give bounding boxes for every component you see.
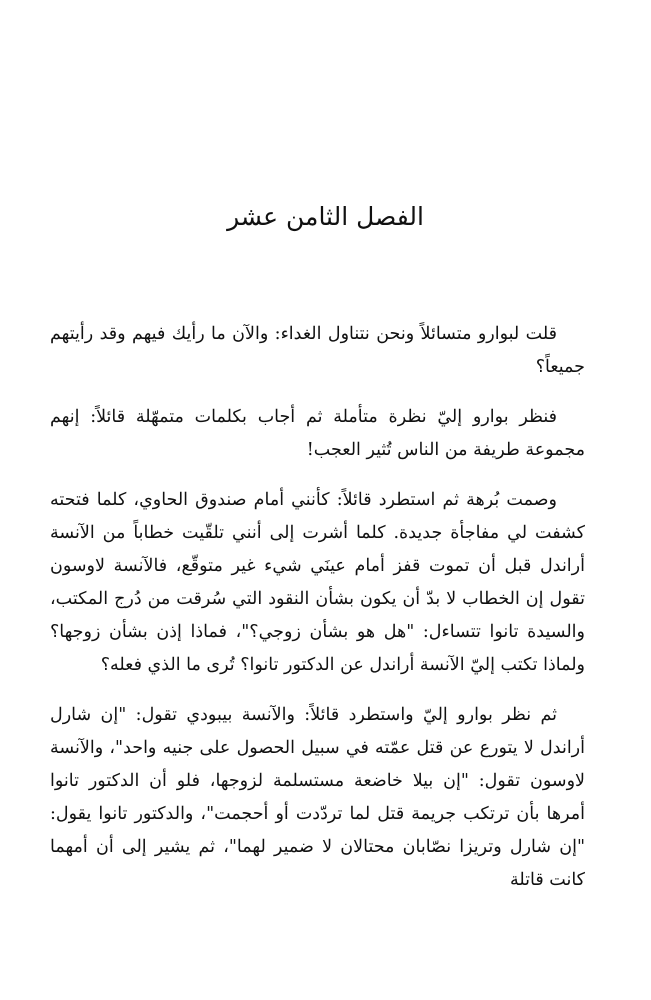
paragraph: ثم نظر بوارو إليّ واستطرد قائلاً: والآنسة بيبودي تقول: "إن شارل أراندل لا يتورع عن قتل عمّته في سبيل الحصول على جنيه واحد"، والآنسة لاوسون تقول: "إن بيلا خاضعة مستسلمة لزوجها، فلو أن الدكتور تانوا أمرها بأن ترتكب جريمة قتل لما تردّدت أو أحجمت"، والدكتور تانوا يقول: "إن شارل وتريزا نصّابان محتالان لا ضمير لهما"، ثم يشير إلى أن أمهما كانت قاتلة	[50, 705, 585, 890]
paragraph: فنظر بوارو إليّ نظرة متأملة ثم أجاب بكلمات متمهّلة قائلاً: إنهم مجموعة طريفة من الناس تُثير العجب!	[50, 407, 585, 460]
paragraph: وصمت بُرهة ثم استطرد قائلاً: كأنني أمام صندوق الحاوي، كلما فتحته كشفت لي مفاجأة جديدة. كلما أشرت إلى أنني تلقّيت خطاباً من الآنسة أراندل قبل أن تموت قفز أمام عينَي شيء غير متوقّع، فالآنسة لاوسون تقول إن الخطاب لا بدّ أن يكون بشأن النقود التي سُرقت من دُرج المكتب، والسيدة تانوا تتساءل: "هل هو بشأن زوجي؟"، فماذا إذن بشأن زوجها؟ ولماذا تكتب إليّ الآنسة أراندل عن الدكتور تانوا؟ تُرى ما الذي فعله؟	[50, 490, 585, 675]
chapter-body	[50, 318, 585, 914]
chapter-title: الفصل الثامن عشر	[227, 202, 424, 231]
paragraph: قلت لبوارو متسائلاً ونحن نتناول الغداء: والآن ما رأيك فيهم وقد رأيتهم جميعاً؟	[50, 324, 585, 377]
